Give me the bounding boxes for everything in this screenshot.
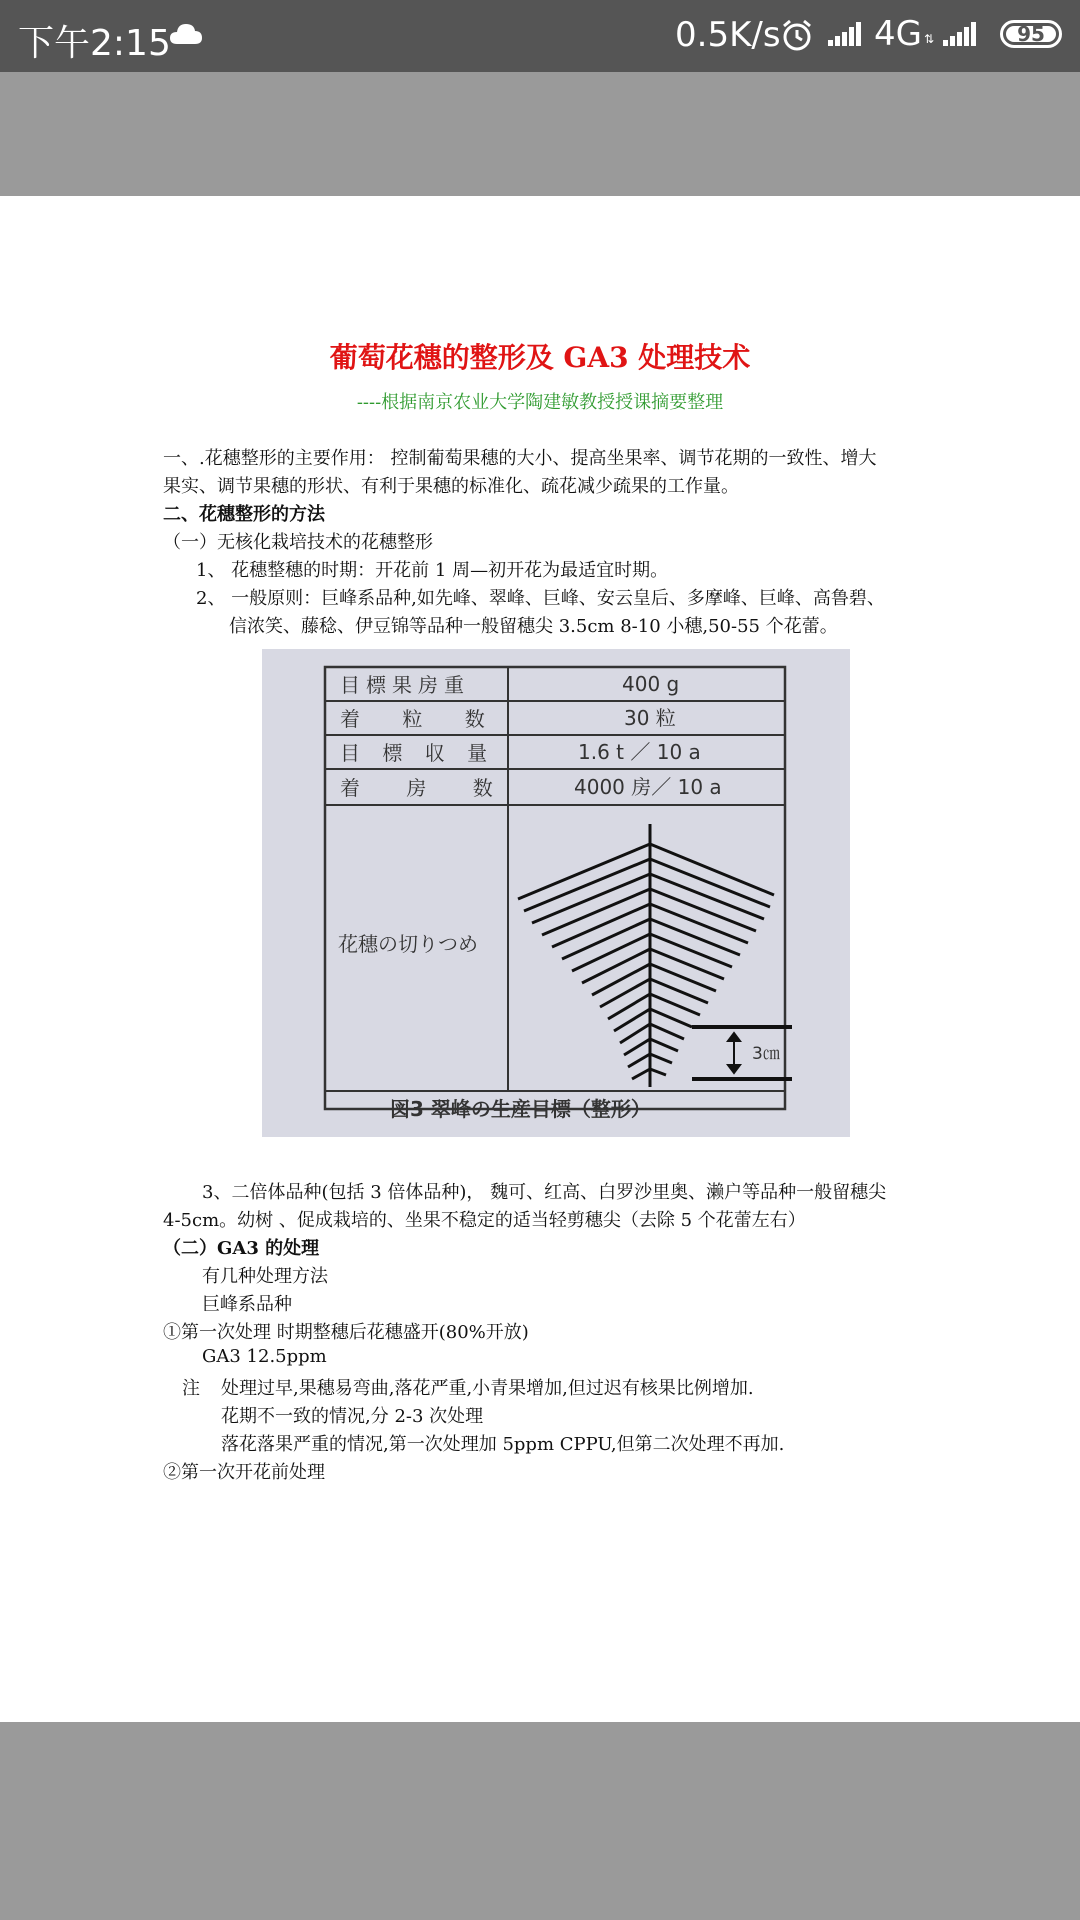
- viewer-top-margin: [0, 72, 1080, 196]
- doc-title: 葡萄花穗的整形及 GA3 处理技术: [329, 341, 751, 374]
- section-heading: 二、花穗整形的方法: [163, 504, 325, 525]
- doc-subtitle: ----根据南京农业大学陶建敏教授授课摘要整理: [356, 392, 724, 413]
- figure-image: [262, 649, 850, 1137]
- subsection-heading: （一）无核化栽培技术的花穗整形: [163, 532, 433, 553]
- paragraph-line: GA3 12.5ppm: [202, 1346, 327, 1367]
- paragraph-line: ①第一次处理 时期整穗后花穗盛开(80%开放): [163, 1322, 529, 1343]
- paragraph-line: 3、二倍体品种(包括 3 倍体品种)， 魏可、红高、白罗沙里奥、濑户等品种一般留穗尖: [202, 1182, 887, 1203]
- paragraph-line: 处理过早,果穗易弯曲,落花严重,小青果增加,但过迟有核果比例增加.: [221, 1378, 754, 1399]
- paragraph-line: 果实、调节果穗的形状、有利于果穗的标准化、疏花减少疏果的工作量。: [163, 476, 739, 497]
- alarm-icon: [780, 18, 814, 56]
- data-arrows-icon: ⇅: [924, 32, 935, 46]
- paragraph-line: 一、.花穗整形的主要作用： 控制葡萄果穗的大小、提高坐果率、调节花期的一致性、增大: [163, 448, 877, 469]
- net-speed: 0.5K/s: [675, 15, 781, 55]
- figure-row-label: 着 房 数: [340, 776, 513, 800]
- list-item-cont: 信浓笑、藤稔、伊豆锦等品种一般留穗尖 3.5cm 8-10 小穗,50-55 个花蕾。: [229, 616, 838, 637]
- paragraph-line: 有几种处理方法: [202, 1266, 328, 1287]
- figure-caption: 図3 翠峰の生産目標（整形）: [390, 1097, 651, 1121]
- battery-icon: [1000, 20, 1062, 48]
- network-type: 4G: [874, 14, 922, 54]
- flower-cluster-drawing: [518, 824, 774, 1087]
- cloud-icon: [168, 20, 204, 52]
- figure-row-label: 目 標 収 量: [340, 741, 496, 765]
- figure-row-value: 400 g: [622, 672, 680, 696]
- paragraph-line: 巨峰系品种: [202, 1294, 292, 1315]
- signal-icon-2: [943, 20, 983, 52]
- list-item: 1、 花穗整穗的时期：开花前 1 周—初开花为最适宜时期。: [196, 560, 669, 581]
- note-label: 注: [182, 1378, 200, 1399]
- subsection-heading: （二）GA3 的处理: [163, 1238, 320, 1259]
- figure-row-value: 1.6 t ／ 10 a: [578, 740, 701, 764]
- status-time: 下午2:15: [18, 23, 171, 64]
- figure-row-label: 目標果房重: [340, 673, 470, 697]
- figure-measure-label: 3㎝: [752, 1044, 780, 1064]
- list-item: 2、 一般原则：巨峰系品种,如先峰、翠峰、巨峰、安云皇后、多摩峰、巨峰、高鲁碧、: [196, 588, 885, 609]
- battery-level: 95: [1017, 22, 1045, 46]
- signal-icon: [828, 20, 868, 52]
- status-bar: [0, 0, 1080, 72]
- paragraph-line: 花期不一致的情况,分 2-3 次处理: [221, 1406, 484, 1427]
- paragraph-line: ②第一次开花前处理: [163, 1462, 325, 1483]
- figure-left-label: 花穗の切りつめ: [338, 932, 478, 956]
- paragraph-line: 4-5cm。幼树 、促成栽培的、坐果不稳定的适当轻剪穗尖（去除 5 个花蕾左右）: [163, 1210, 806, 1231]
- figure-row-value: 30 粒: [624, 706, 676, 730]
- paragraph-line: 落花落果严重的情况,第一次处理加 5ppm CPPU,但第二次处理不再加.: [221, 1434, 785, 1455]
- viewer-bottom-margin: [0, 1722, 1080, 1920]
- measure-arrow-icon: [728, 1033, 740, 1073]
- figure-row-label: 着 粒 数: [340, 707, 503, 731]
- document-page[interactable]: [0, 196, 1080, 1722]
- figure-row-value: 4000 房／ 10 a: [574, 775, 722, 799]
